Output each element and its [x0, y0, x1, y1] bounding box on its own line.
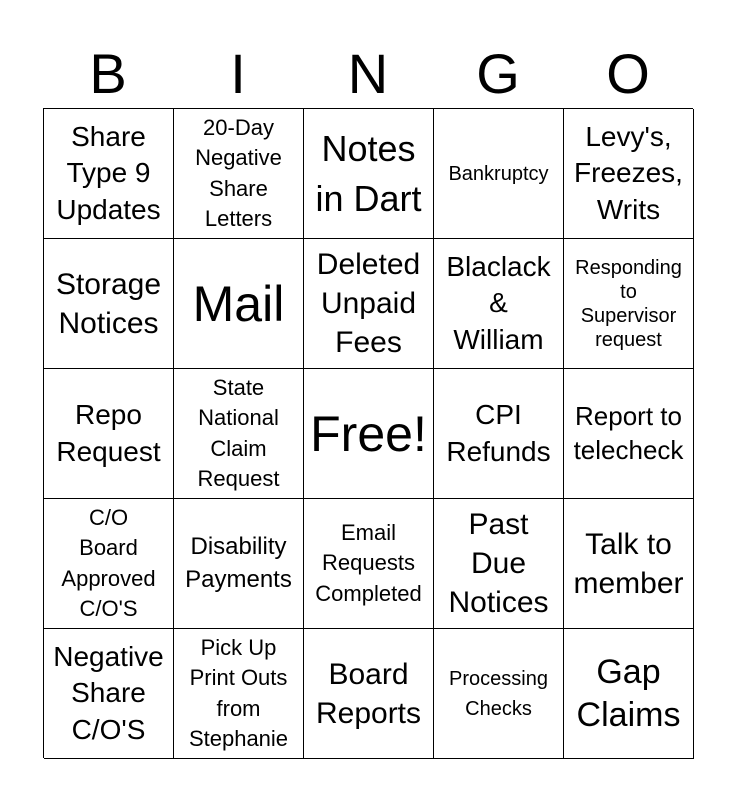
bingo-cell[interactable]	[564, 109, 694, 239]
bingo-cell-label: Deleted Unpaid Fees	[316, 248, 421, 359]
bingo-cell[interactable]	[174, 239, 304, 369]
bingo-cell[interactable]	[564, 629, 694, 759]
bingo-cell[interactable]	[434, 369, 564, 499]
bingo-cell[interactable]	[44, 499, 174, 629]
header-letter-n: N	[347, 42, 389, 105]
bingo-cell[interactable]	[434, 109, 564, 239]
bingo-cell[interactable]	[44, 369, 174, 499]
bingo-card-grid	[43, 108, 693, 758]
bingo-cell[interactable]	[304, 499, 434, 629]
bingo-cell-label: Email Requests Completed	[315, 519, 422, 606]
header-letter-i: I	[230, 42, 246, 105]
bingo-cell-label: Storage Notices	[55, 267, 162, 340]
bingo-cell[interactable]	[174, 499, 304, 629]
bingo-cell-label: Bankruptcy	[448, 162, 549, 185]
bingo-cell[interactable]	[174, 369, 304, 499]
bingo-cell-label: CPI Refunds	[446, 399, 551, 467]
bingo-cell[interactable]	[304, 239, 434, 369]
bingo-cell-label: Negative Share C/O'S	[53, 640, 164, 745]
bingo-cell-label: State National Claim Request	[197, 374, 280, 491]
bingo-cell[interactable]	[434, 629, 564, 759]
bingo-cell-label: Processing Checks	[449, 667, 548, 720]
bingo-cell-label: Blaclack & William	[446, 250, 551, 355]
bingo-cell-label: Report to telecheck	[573, 400, 684, 465]
bingo-cell[interactable]	[434, 239, 564, 369]
bingo-cell[interactable]	[44, 629, 174, 759]
bingo-cell-label: Talk to member	[573, 527, 684, 600]
bingo-cell-label: Past Due Notices	[448, 508, 549, 619]
bingo-cell[interactable]	[564, 369, 694, 499]
header-letter-b: B	[89, 42, 127, 105]
bingo-cell-label: Responding to Supervisor request	[575, 256, 682, 351]
bingo-cell-label: Mail	[192, 275, 285, 332]
bingo-cell-label: Share Type 9 Updates	[56, 120, 161, 225]
bingo-cell-label: Pick Up Print Outs from Stephanie	[188, 634, 289, 751]
header-letter-o: O	[606, 42, 650, 105]
bingo-cell[interactable]	[174, 109, 304, 239]
bingo-cell-label: Board Reports	[315, 657, 422, 730]
bingo-cell[interactable]	[304, 629, 434, 759]
bingo-cell[interactable]	[44, 109, 174, 239]
bingo-cell[interactable]	[564, 239, 694, 369]
bingo-cell[interactable]	[174, 629, 304, 759]
bingo-header	[43, 40, 693, 108]
bingo-cell-label: Free!	[310, 405, 427, 462]
bingo-cell[interactable]	[44, 239, 174, 369]
bingo-cell-label: Notes in Dart	[315, 127, 422, 219]
header-letter-g: G	[476, 42, 520, 105]
bingo-cell-label: C/O Board Approved C/O'S	[61, 504, 156, 621]
bingo-cell-label: Disability Payments	[185, 532, 292, 593]
bingo-cell[interactable]	[434, 499, 564, 629]
bingo-cell[interactable]	[304, 369, 434, 499]
bingo-cell-label: Levy's, Freezes, Writs	[574, 120, 683, 225]
bingo-cell-label: 20-Day Negative Share Letters	[195, 114, 282, 231]
bingo-cell-label: Gap Claims	[576, 653, 681, 734]
bingo-cell-label: Repo Request	[56, 399, 161, 467]
bingo-cell[interactable]	[564, 499, 694, 629]
bingo-cell[interactable]	[304, 109, 434, 239]
